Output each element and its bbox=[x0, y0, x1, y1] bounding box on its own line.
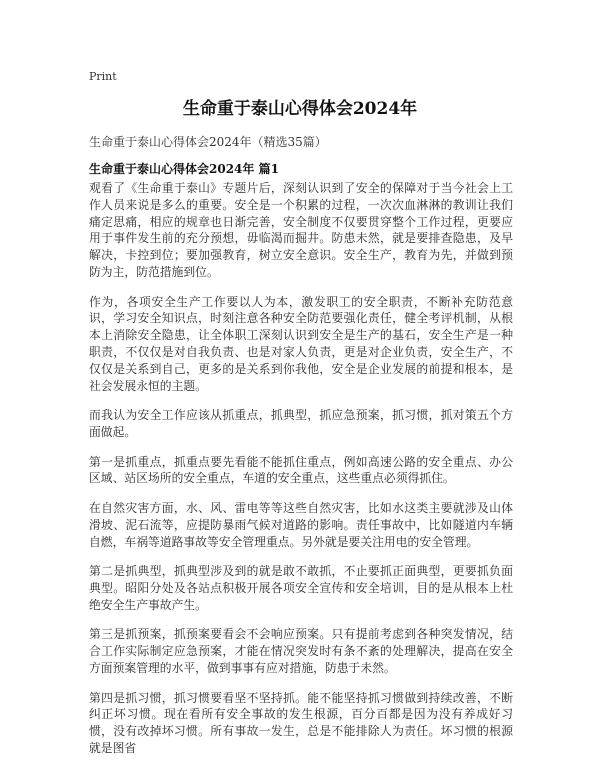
paragraph-2: 作为，各项安全生产工作要以人为本，激发职工的安全职责，不断补充防范意识，学习安全知识点，时刻注意各种安全防范要强化责任，健全考评机制，从根本上消除安全隐患，让全体职工深刻认识到安全是生产的基石，安全生产是一种职责，不仅仅是对自我负责、也是对家人负责，更是对企业负责，安全生产，不仅仅是关系到自己，更多的是关系到你我他，安全是企业发展的前提和根本，是社会发展永恒的主题。 bbox=[89, 294, 513, 393]
paragraph-4: 第一是抓重点，抓重点要先看能不能抓住重点，例如高速公路的安全重点、办公区域、站区场所的安全重点，车道的安全重点，这些重点必须得抓住。 bbox=[89, 454, 513, 486]
paragraph-6: 第二是抓典型，抓典型涉及到的就是敢不敢抓，不止要抓正面典型，更要抓负面典型。昭阳分处及各站点积极开展各项安全宣传和安全培训，目的是从根本上杜绝安全生产事故产生。 bbox=[89, 564, 513, 612]
paragraph-7: 第三是抓预案，抓预案要看会不会响应预案。只有提前考虑到各种突发情况，结合工作实际制定应急预案，才能在情况突发时有条不紊的处理解决，提高在安全方面预案管理的水平，做到事事有应对措施，防患于未然。 bbox=[89, 627, 513, 675]
document-subtitle: 生命重于泰山心得体会2024年（精选35篇） bbox=[89, 135, 327, 149]
section-heading: 生命重于泰山心得体会2024年 篇1 bbox=[89, 162, 279, 176]
print-label: Print bbox=[89, 70, 117, 83]
article-body bbox=[89, 180, 513, 769]
paragraph-3: 而我认为安全工作应该从抓重点，抓典型，抓应急预案，抓习惯，抓对策五个方面做起。 bbox=[89, 408, 513, 439]
paragraph-1: 观看了《生命重于泰山》专题片后，深刻认识到了安全的保障对于当今社会上工作人员来说是多么的重要。安全是一个积累的过程，一次次血淋淋的教训让我们痛定思痛，相应的规章也日渐完善，安全制度不仅要贯穿整个工作过程，更要应用于事件发生前的充分预想，毋临渴而掘井。防患未然，就是要排查隐患，及早解决，卡控到位；要加强教育，树立安全意识。安全生产，教育为先，并做到预防为主，防范措施到位。 bbox=[89, 181, 513, 279]
paragraph-5: 在自然灾害方面，水、风、雷电等等这些自然灾害，比如水这类主要就涉及山体滑坡、泥石流等，应提防暴雨气候对道路的影响。责任事故中，比如隧道内车辆自燃，车祸等道路事故等安全管理重点。另外就是要关注用电的安全管理。 bbox=[89, 500, 513, 549]
paragraph-8: 第四是抓习惯，抓习惯要看坚不坚持抓。能不能坚持抓习惯做到持续改善，不断纠正坏习惯。现在看所有安全事故的发生根源，百分百都是因为没有养成好习惯，没有改掉坏习惯。所有事故一发生，总是不能排除人为责任。坏习惯的根源就是图省 bbox=[89, 690, 513, 755]
document-title: 生命重于泰山心得体会2024年 bbox=[182, 99, 418, 119]
